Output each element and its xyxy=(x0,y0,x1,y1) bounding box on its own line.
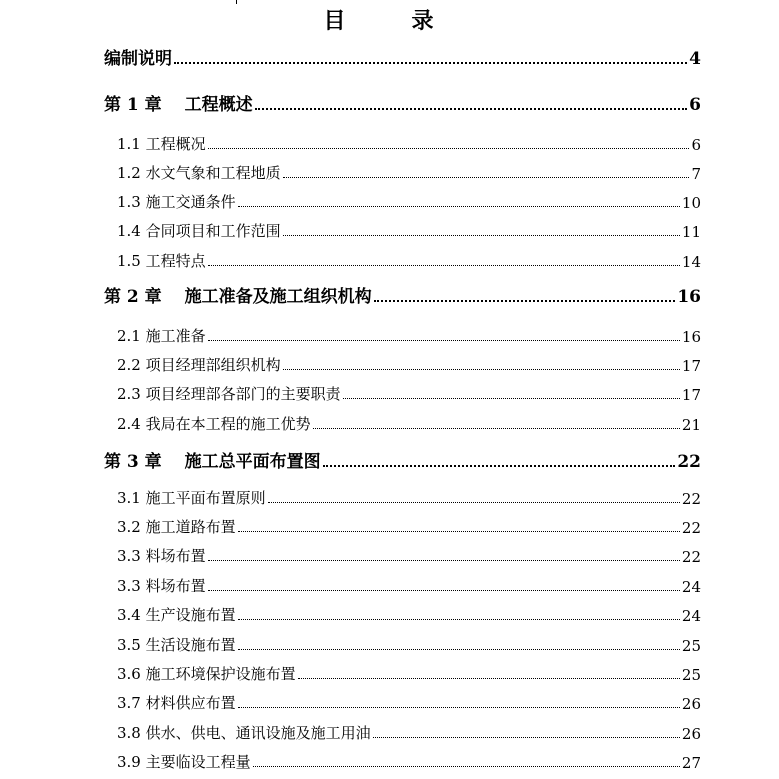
toc-entry-label: 2.3 项目经理部各部门的主要职责 xyxy=(117,385,341,403)
dot-leader xyxy=(298,678,680,679)
toc-entry-label: 1.2 水文气象和工程地质 xyxy=(117,164,281,182)
dot-leader xyxy=(323,465,676,467)
toc-entry-page: 16 xyxy=(677,287,701,307)
toc-entry[interactable] xyxy=(117,353,701,375)
dot-leader xyxy=(253,766,680,767)
dot-leader xyxy=(374,300,676,302)
toc-entry-label: 3.9 主要临设工程量 xyxy=(117,753,251,771)
toc-entry[interactable] xyxy=(104,450,701,472)
toc-entry[interactable] xyxy=(117,161,701,183)
toc-title: 目 录 xyxy=(323,8,456,34)
toc-entry[interactable] xyxy=(117,412,701,434)
toc-entry-page: 24 xyxy=(681,607,701,625)
dot-leader xyxy=(283,235,680,236)
toc-entry-page: 6 xyxy=(691,136,701,154)
dot-leader xyxy=(238,206,680,207)
toc-entry-page: 11 xyxy=(681,223,701,241)
toc-entry-label: 3.4 生产设施布置 xyxy=(117,606,236,624)
toc-entry[interactable] xyxy=(117,750,701,772)
toc-entry-page: 14 xyxy=(681,253,701,271)
toc-entry-label: 第 2 章 施工准备及施工组织机构 xyxy=(104,287,372,307)
toc-entry-label: 1.5 工程特点 xyxy=(117,252,206,270)
toc-entry-label: 1.3 施工交通条件 xyxy=(117,193,236,211)
toc-entry[interactable] xyxy=(117,515,701,537)
dot-leader xyxy=(174,62,687,64)
toc-entry[interactable] xyxy=(104,47,701,69)
toc-entry-label: 2.4 我局在本工程的施工优势 xyxy=(117,415,311,433)
dot-leader xyxy=(208,148,690,149)
dot-leader xyxy=(313,428,680,429)
toc-entry-page: 25 xyxy=(681,666,701,684)
toc-entry-page: 26 xyxy=(681,695,701,713)
toc-entry-label: 3.5 生活设施布置 xyxy=(117,636,236,654)
toc-entry-page: 17 xyxy=(681,357,701,375)
toc-entry-label: 编制说明 xyxy=(104,49,172,69)
toc-entry[interactable] xyxy=(117,219,701,241)
dot-leader xyxy=(208,340,680,341)
toc-entry-page: 26 xyxy=(681,725,701,743)
toc-entry[interactable] xyxy=(117,603,701,625)
dot-leader xyxy=(208,560,680,561)
toc-entry-page: 16 xyxy=(681,328,701,346)
toc-entry-label: 3.1 施工平面布置原则 xyxy=(117,489,266,507)
dot-leader xyxy=(373,737,680,738)
dot-leader xyxy=(238,619,680,620)
dot-leader xyxy=(238,531,680,532)
toc-entry-page: 7 xyxy=(691,165,701,183)
toc-entry-page: 17 xyxy=(681,386,701,404)
toc-entry[interactable] xyxy=(117,574,701,596)
toc-entry-label: 3.6 施工环境保护设施布置 xyxy=(117,665,296,683)
dot-leader xyxy=(255,108,688,110)
dot-leader xyxy=(268,502,680,503)
toc-entry-page: 22 xyxy=(681,490,701,508)
toc-entry-label: 3.8 供水、供电、通讯设施及施工用油 xyxy=(117,724,371,742)
toc-entry-page: 27 xyxy=(681,754,701,772)
dot-leader xyxy=(208,265,680,266)
toc-entry[interactable] xyxy=(117,324,701,346)
toc-entry-label: 1.1 工程概况 xyxy=(117,135,206,153)
toc-entry-page: 25 xyxy=(681,637,701,655)
toc-entry-label: 3.7 材料供应布置 xyxy=(117,694,236,712)
dot-leader xyxy=(238,649,680,650)
toc-entry[interactable] xyxy=(117,662,701,684)
dot-leader xyxy=(343,398,680,399)
toc-entry-page: 22 xyxy=(681,548,701,566)
toc-entry-label: 2.1 施工准备 xyxy=(117,327,206,345)
toc-entry[interactable] xyxy=(104,93,701,115)
toc-entry[interactable] xyxy=(117,544,701,566)
toc-entry-page: 22 xyxy=(681,519,701,537)
toc-entry[interactable] xyxy=(117,721,701,743)
toc-entry[interactable] xyxy=(117,132,701,154)
toc-entry-page: 24 xyxy=(681,578,701,596)
toc-entry[interactable] xyxy=(117,382,701,404)
toc-entry[interactable] xyxy=(104,285,701,307)
dot-leader xyxy=(283,369,680,370)
toc-entry-page: 10 xyxy=(681,194,701,212)
toc-entry[interactable] xyxy=(117,691,701,713)
toc-entry[interactable] xyxy=(117,190,701,212)
toc-entry-label: 2.2 项目经理部组织机构 xyxy=(117,356,281,374)
toc-entry-page: 21 xyxy=(681,416,701,434)
toc-entry-label: 3.2 施工道路布置 xyxy=(117,518,236,536)
toc-entry-label: 1.4 合同项目和工作范围 xyxy=(117,222,281,240)
toc-entry-label: 3.3 料场布置 xyxy=(117,577,206,595)
dot-leader xyxy=(283,177,690,178)
dot-leader xyxy=(208,590,680,591)
toc-entry-page: 4 xyxy=(689,49,701,69)
toc-entry[interactable] xyxy=(117,486,701,508)
toc-entry-page: 22 xyxy=(677,452,701,472)
dot-leader xyxy=(238,707,680,708)
toc-entry-label: 第 1 章 工程概述 xyxy=(104,95,253,115)
toc-entry[interactable] xyxy=(117,633,701,655)
toc-entry-page: 6 xyxy=(689,95,701,115)
toc-entry-label: 3.3 料场布置 xyxy=(117,547,206,565)
toc-entry-label: 第 3 章 施工总平面布置图 xyxy=(104,452,321,472)
toc-entry[interactable] xyxy=(117,249,701,271)
